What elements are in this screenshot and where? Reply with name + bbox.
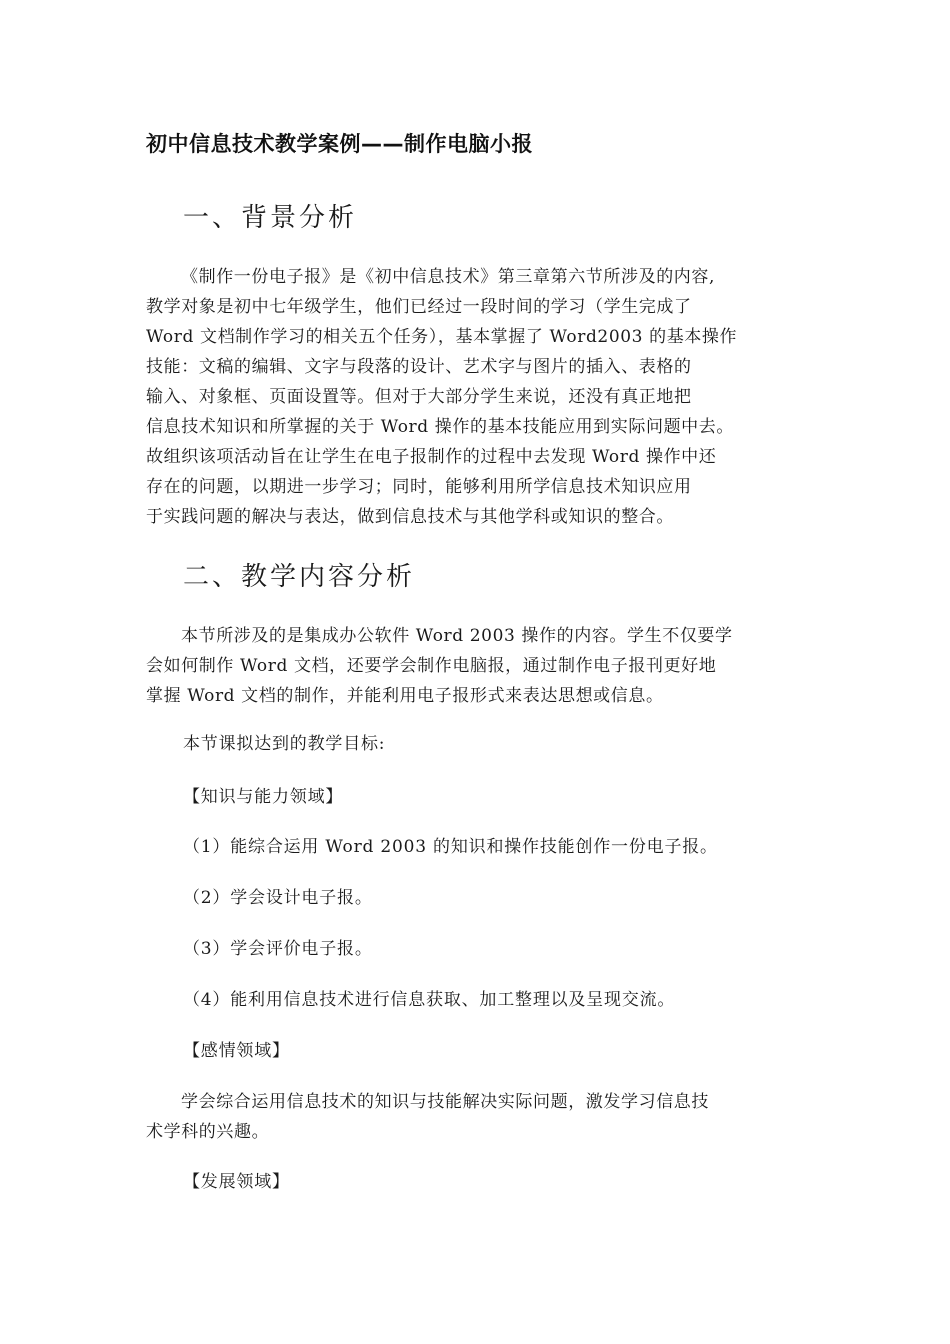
emotion-paragraph [146,1087,818,1147]
paragraph-line: 故组织该项活动旨在让学生在电子报制作的过程中去发现 Word 操作中还 [146,447,717,467]
section-heading-content-analysis: 二、教学内容分析 [183,562,416,592]
development-heading: 【发展领域】 [183,1172,290,1192]
paragraph-line: 存在的问题，以期进一步学习；同时，能够利用所学信息技术知识应用 [146,477,692,497]
paragraph-line: 信息技术知识和所掌握的关于 Word 操作的基本技能应用到实际问题中去。 [146,417,734,437]
background-paragraph [146,262,818,532]
section-heading-background: 一、背景分析 [183,203,358,233]
paragraph-line: 《制作一份电子报》是《初中信息技术》第三章第六节所涉及的内容, [181,267,716,287]
goals-intro: 本节课拟达到的教学目标: [183,734,386,754]
paragraph-line: 学会综合运用信息技术的知识与技能解决实际问题，激发学习信息技 [181,1092,709,1112]
paragraph-line: 掌握 Word 文档的制作，并能利用电子报形式来表达思想或信息。 [146,686,664,706]
knowledge-heading: 【知识与能力领域】 [183,787,344,807]
paragraph-line: 教学对象是初中七年级学生，他们已经过一段时间的学习（学生完成了 [146,297,692,317]
paragraph-line: 技能：文稿的编辑、文字与段落的设计、艺术字与图片的插入、表格的 [146,357,692,377]
paragraph-line: Word 文档制作学习的相关五个任务），基本掌握了 Word2003 的基本操作 [146,327,738,347]
paragraph-line: 于实践问题的解决与表达，做到信息技术与其他学科或知识的整合。 [146,507,674,527]
knowledge-item: （1）能综合运用 Word 2003 的知识和操作技能创作一份电子报。 [183,837,718,857]
paragraph-line: 本节所涉及的是集成办公软件 Word 2003 操作的内容。学生不仅要学 [181,626,733,646]
emotion-heading: 【感情领域】 [183,1041,290,1061]
document-title: 初中信息技术教学案例——制作电脑小报 [146,132,533,156]
paragraph-line: 术学科的兴趣。 [146,1122,270,1142]
paragraph-line: 会如何制作 Word 文档，还要学会制作电脑报，通过制作电子报刊更好地 [146,656,717,676]
paragraph-line: 输入、对象框、页面设置等。但对于大部分学生来说，还没有真正地把 [146,387,692,407]
knowledge-item: （3）学会评价电子报。 [183,939,373,959]
content-analysis-paragraph [146,621,818,711]
knowledge-item: （4）能利用信息技术进行信息获取、加工整理以及呈现交流。 [183,990,676,1010]
knowledge-item: （2）学会设计电子报。 [183,888,373,908]
